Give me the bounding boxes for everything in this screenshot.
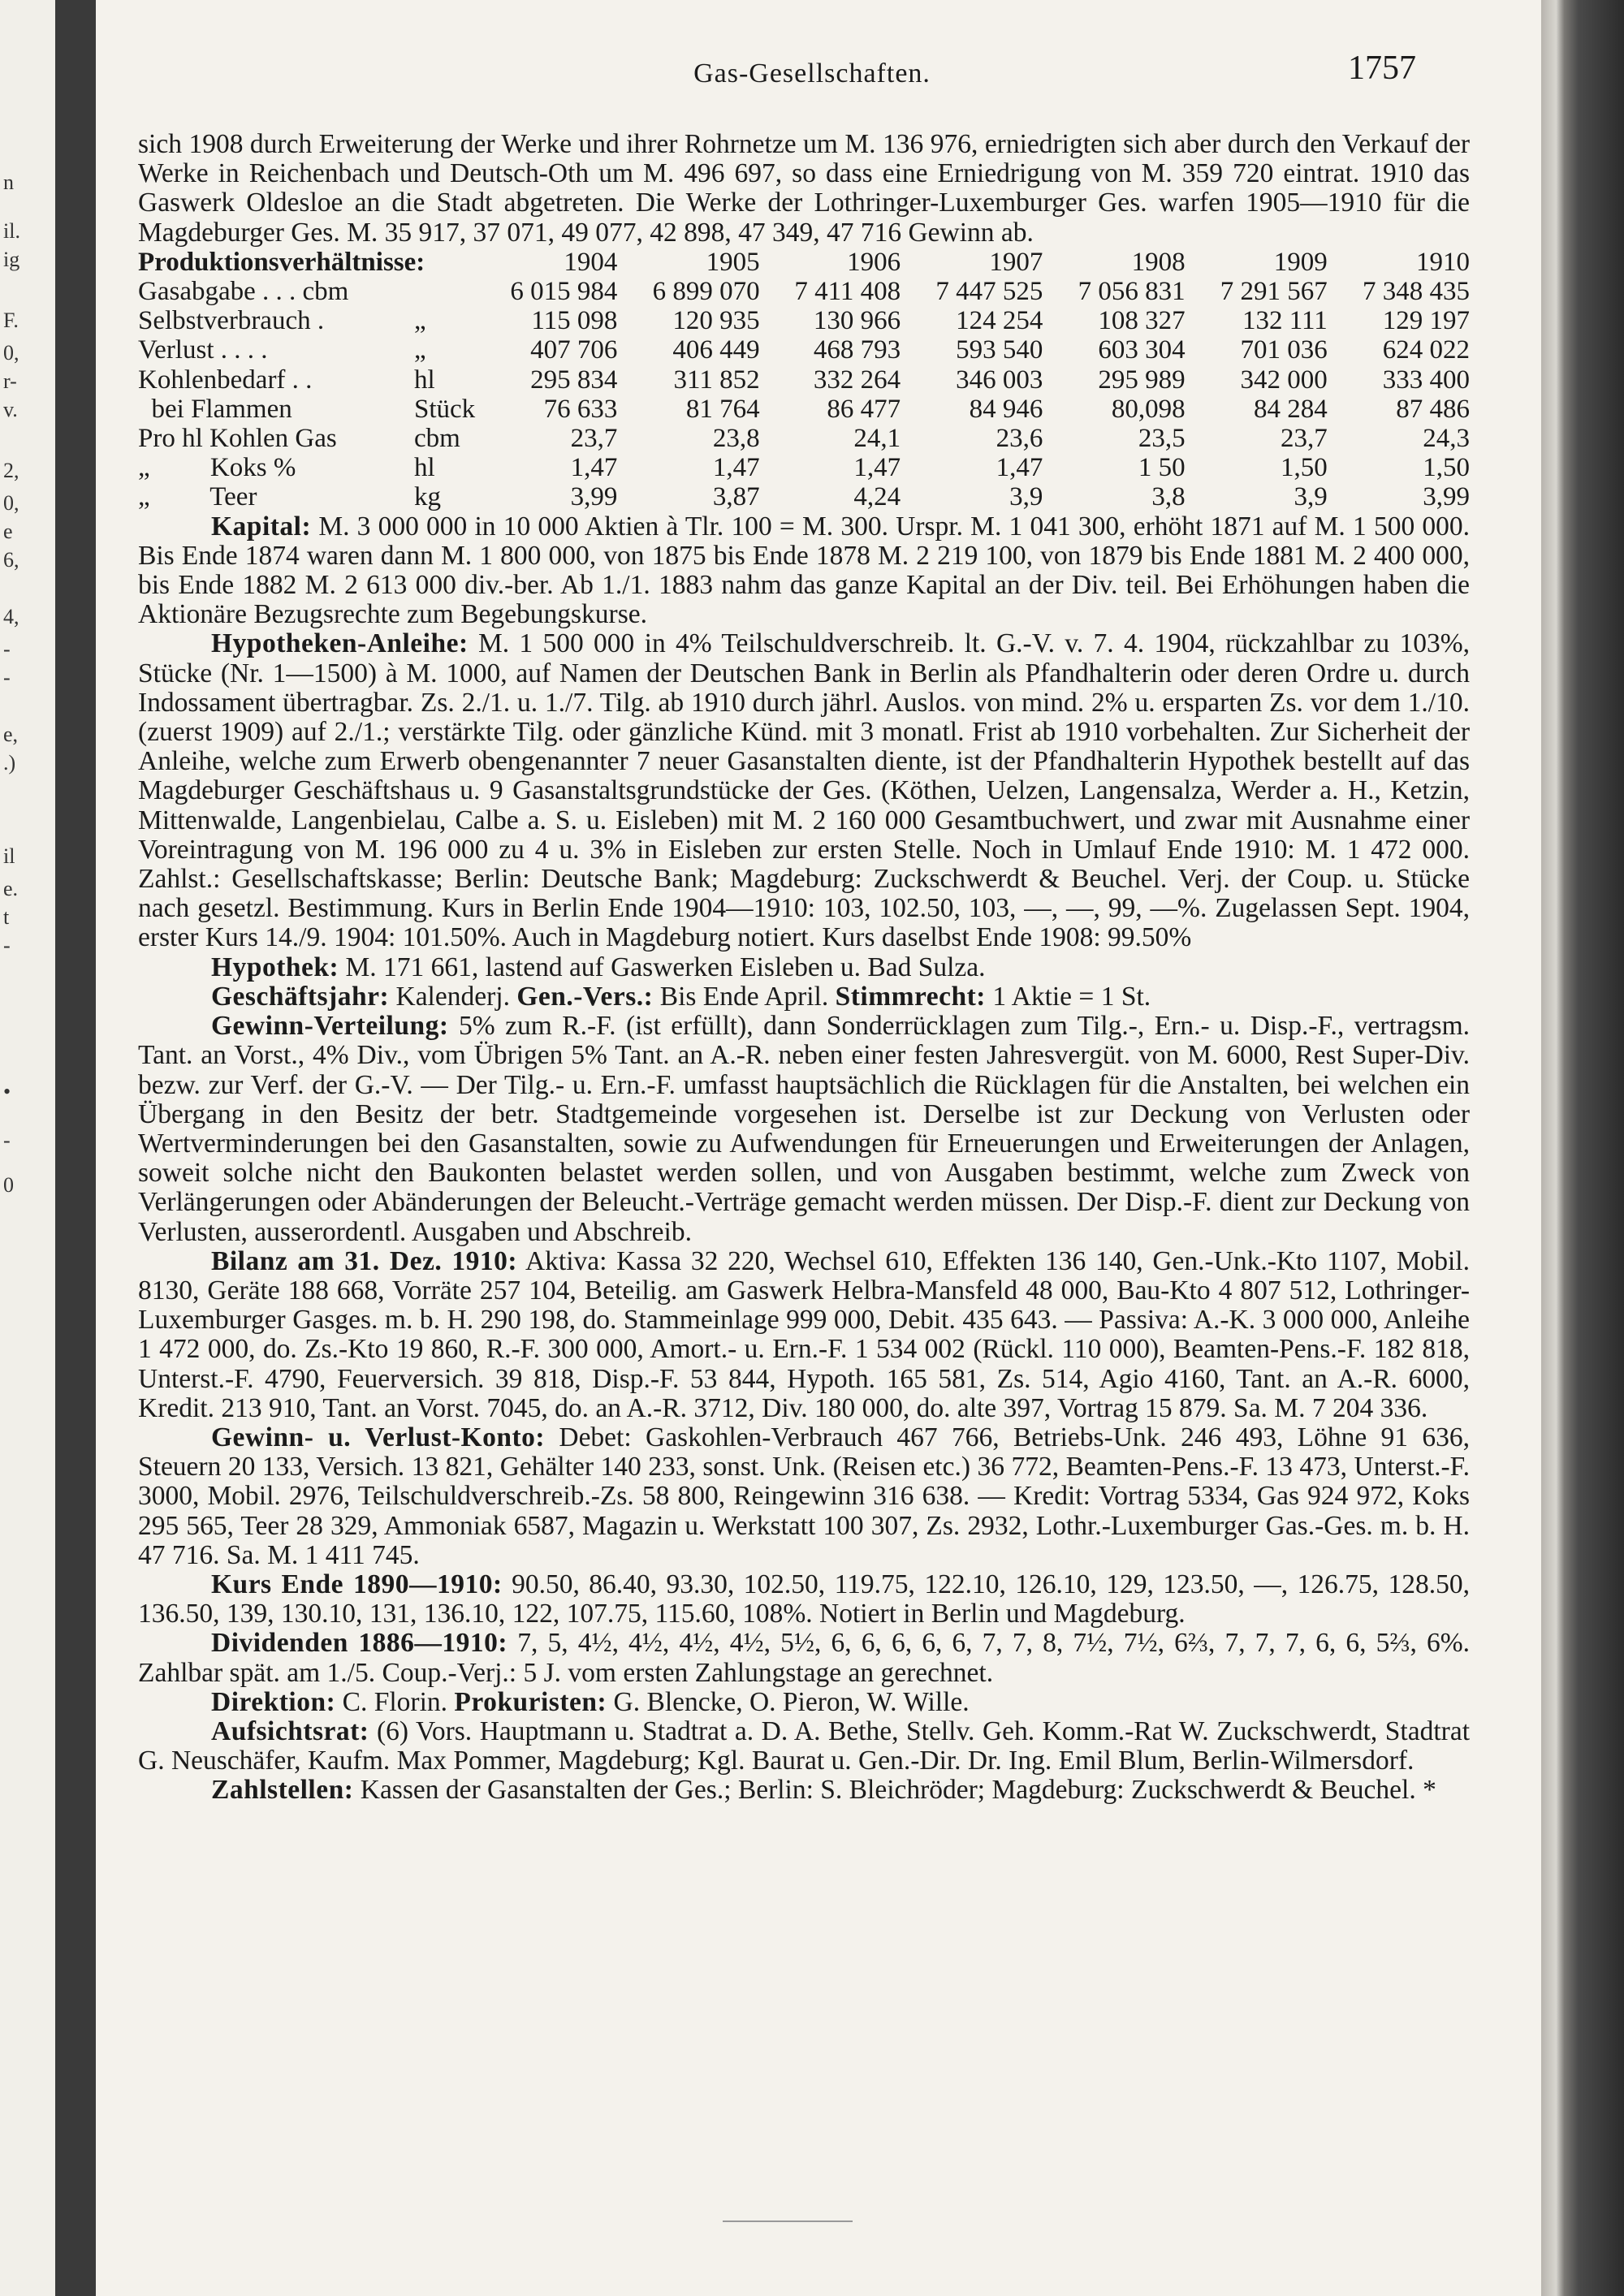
- section-text: Bis Ende April.: [659, 981, 829, 1012]
- row-value: 23,7: [1281, 424, 1328, 454]
- row-value: 124 254: [956, 306, 1043, 336]
- facing-page-fragment: r-: [3, 369, 17, 393]
- facing-page-fragment: ig: [3, 248, 20, 271]
- section-heading: Hypotheken-Anleihe:: [211, 628, 469, 659]
- year-header: 1906: [847, 247, 901, 277]
- section-heading: Bilanz am 31. Dez. 1910:: [211, 1245, 518, 1276]
- production-table: [138, 248, 1470, 512]
- production-heading: Produktionsverhältnisse:: [138, 247, 425, 277]
- facing-page-fragment: •: [3, 1080, 11, 1103]
- production-row: [138, 482, 1470, 511]
- row-label: „ Koks %: [138, 453, 296, 483]
- row-unit: Stück: [414, 394, 476, 424]
- row-value: 108 327: [1098, 306, 1186, 336]
- row-value: 23,6: [996, 424, 1043, 454]
- section-heading: Gewinn-Verteilung:: [211, 1011, 449, 1042]
- section-gewinn-verteilung: [138, 1012, 1470, 1247]
- facing-page-fragment: 6,: [3, 548, 19, 572]
- year-header: 1904: [564, 247, 618, 277]
- row-unit: „: [414, 306, 426, 336]
- production-row: [138, 306, 1470, 335]
- row-value: 407 706: [530, 335, 618, 365]
- row-value: 6 015 984: [510, 277, 618, 307]
- section-heading: Geschäftsjahr:: [211, 981, 390, 1012]
- row-value: 7 291 567: [1220, 277, 1328, 307]
- row-value: 7 348 435: [1363, 277, 1470, 307]
- section-heading: Aufsichtsrat:: [211, 1716, 369, 1746]
- year-header: 1908: [1131, 247, 1186, 277]
- section-gewinn-verlust: [138, 1423, 1470, 1570]
- row-value: 1,50: [1281, 453, 1328, 483]
- row-value: 295 834: [530, 365, 618, 395]
- row-value: 115 098: [531, 306, 618, 336]
- row-value: 332 264: [813, 365, 901, 395]
- production-row: [138, 453, 1470, 482]
- row-value: 7 411 408: [794, 277, 901, 307]
- page-content: [138, 130, 1470, 1806]
- production-row: [138, 395, 1470, 424]
- section-aufsichtsrat: [138, 1717, 1470, 1776]
- row-value: 3,8: [1151, 482, 1186, 512]
- facing-page-fragment: 0,: [3, 491, 19, 515]
- section-heading: Prokuristen:: [454, 1686, 607, 1717]
- section-heading: Gewinn- u. Verlust-Konto:: [211, 1422, 546, 1452]
- row-value: 3,87: [712, 482, 760, 512]
- row-value: 84 946: [969, 394, 1043, 424]
- row-value: 132 111: [1242, 306, 1328, 336]
- section-geschaeftsjahr: [138, 982, 1470, 1012]
- row-value: 7 056 831: [1078, 277, 1186, 307]
- row-value: 406 449: [672, 335, 760, 365]
- row-value: 86 477: [827, 394, 901, 424]
- section-heading: Zahlstellen:: [211, 1775, 354, 1806]
- book-gutter: [55, 0, 96, 2296]
- section-text: M. 1 500 000 in 4% Teilschuldverschreib. lt. G.-V. v. 7. 4. 1904, rückzahlbar zu 103%, Stücke (Nr. 1—1500) à M. 1000, auf Namen der Deutschen Bank in Berlin als Pfandhalterin oder deren Ordre u. durch Indossament übertragbar. Zs. 2./1. u. 1./7. Tilg. ab 1910 durch jährl. Auslos. von mind. 2% u. ersparten Zs. vor dem 1./10. (zuerst 1909) auf 2./1.; verstärkte Tilg. oder gänzliche Künd. mit 3 monatl. Frist ab 1910 vorbehalten. Zur Sicherheit der Anleihe, welche zum Erwerb obengenannter 7 neuer Gasanstalten diente, ist der Pfandhalterin Hypothek bestellt auf das Magdeburger Geschäftshaus u. 9 Gasanstaltsgrundstücke der Ges. (Köthen, Uelzen, Langensalza, Werder a. H., Ketzin, Mittenwalde, Langenbielau, Calbe a. S. u. Eisleben) mit M. 2 160 000 Gesamtbuchwert, und zwar mit Ausnahme einer Voreintragung von M. 196 000 zu 4 u. 3% in Eisleben zur ersten Stelle. Noch in Umlauf Ende 1910: M. 1 472 000. Zahlst.: Gesellschaftskasse; Berlin: Deutsche Bank; Magdeburg: Zuckschwerdt & Beuchel. Verj. der Coup. u. Stücke nach gesetzl. Bestimmung. Kurs in Berlin Ende 1904—1910: 103, 102.50, 103, —, —, 99, —%. Zugelassen Sept. 1904, erster Kurs 14./9. 1904: 101.50%. Auch in Magdeburg notiert. Kurs daselbst Ende 1908: 99.50%: [138, 628, 1471, 953]
- row-label: Gasabgabe . . . cbm: [138, 277, 349, 307]
- facing-page-fragment: n: [3, 170, 14, 194]
- row-unit: hl: [414, 365, 435, 395]
- row-value: 3,99: [1423, 482, 1470, 512]
- year-header: 1905: [706, 247, 760, 277]
- section-text: M. 3 000 000 in 10 000 Aktien à Tlr. 100 = M. 300. Urspr. M. 1 041 300, erhöht 1871 auf M. 1 500 000. Bis Ende 1874 waren dann M. 1 800 000, von 1875 bis Ende 1878 M. 2 219 100, von 1879 bis Ende 1881 M. 2 400 000, bis Ende 1882 M. 2 613 000 div.-ber. Ab 1./1. 1883 nahm das ganze Kapital an der Div. teil. Bei Erhöhungen haben die Aktionäre Bezugsrechte zum Begebungskurse.: [138, 511, 1471, 630]
- section-text: 7, 5, 4½, 4½, 4½, 4½, 5½, 6, 6, 6, 6, 6, 7, 7, 8, 7½, 7½, 6⅔, 7, 7, 7, 6, 6, 5⅔, 6%. Zahlbar spät. am 1./5. Coup.-Verj.: 5 J. vom ersten Zahlungstage an gerechnet.: [138, 1628, 1471, 1688]
- row-value: 1,47: [570, 453, 618, 483]
- section-zahlstellen: [138, 1776, 1470, 1805]
- facing-page-fragment: 4,: [3, 605, 19, 628]
- row-value: 1 50: [1138, 453, 1186, 483]
- facing-page-fragment: t: [3, 905, 10, 929]
- production-row: [138, 424, 1470, 453]
- row-unit: hl: [414, 453, 435, 483]
- row-unit: cbm: [414, 424, 460, 454]
- facing-page-fragment: -: [3, 1129, 11, 1152]
- row-value: 593 540: [956, 335, 1043, 365]
- row-value: 311 852: [673, 365, 760, 395]
- facing-page-fragment: 0,: [3, 341, 19, 365]
- row-value: 1,47: [996, 453, 1043, 483]
- row-value: 4,24: [853, 482, 901, 512]
- row-value: 1,47: [853, 453, 901, 483]
- facing-page-fragment: -: [3, 666, 11, 689]
- section-kapital: [138, 512, 1470, 630]
- facing-page-fragment: -: [3, 934, 11, 957]
- row-label: „ Teer: [138, 482, 257, 512]
- row-value: 295 989: [1098, 365, 1186, 395]
- intro-paragraph: sich 1908 durch Erweiterung der Werke und ihrer Rohrnetze um M. 136 976, erniedrigten sich aber durch den Verkauf der Werke in Reichenbach und Deutsch-Oth um M. 496 697, so dass eine Erniedrigung von M. 359 720 eintrat. 1910 das Gaswerk Oldesloe an die Stadt abgetreten. Die Werke der Lothringer-Luxemburger Ges. warfen 1905—1910 für die Magdeburger Ges. M. 35 917, 37 071, 49 077, 42 898, 47 349, 47 716 Gewinn ab.: [138, 129, 1470, 248]
- row-label: Selbstverbrauch .: [138, 306, 325, 336]
- row-value: 87 486: [1396, 394, 1470, 424]
- row-value: 333 400: [1382, 365, 1470, 395]
- facing-page-fragment: e: [3, 520, 13, 543]
- section-heading: Kapital:: [211, 511, 312, 542]
- row-value: 23,5: [1138, 424, 1186, 454]
- section-text: 90.50, 86.40, 93.30, 102.50, 119.75, 122.10, 126.10, 129, 123.50, —, 126.75, 128.50, 136.50, 139, 130.10, 131, 136.10, 122, 107.75, 115.60, 108%. Notiert in Berlin und Magdeburg.: [138, 1569, 1470, 1629]
- row-label: bei Flammen: [138, 394, 292, 424]
- section-heading: Gen.-Vers.:: [516, 981, 654, 1012]
- section-text: Kalenderj.: [395, 981, 510, 1012]
- row-value: 1,47: [712, 453, 760, 483]
- section-text: M. 171 661, lastend auf Gaswerken Eisleben u. Bad Sulza.: [345, 952, 986, 982]
- row-value: 342 000: [1240, 365, 1328, 395]
- row-value: 23,8: [712, 424, 760, 454]
- section-text: Kassen der Gasanstalten der Ges.; Berlin: S. Bleichröder; Magdeburg: Zuckschwerdt & Beuchel. *: [360, 1775, 1436, 1806]
- row-value: 3,9: [1009, 482, 1043, 512]
- scan-right-edge: [1541, 0, 1624, 2296]
- row-value: 120 935: [672, 306, 760, 336]
- row-value: 84 284: [1254, 394, 1328, 424]
- section-text: Aktiva: Kassa 32 220, Wechsel 610, Effekten 136 140, Gen.-Unk.-Kto 1107, Mobil. 8130, Geräte 188 668, Vorräte 257 104, Beteilig. am Gaswerk Helbra-Mansfeld 48 000, Bau-Kto 4 807 512, Lothringer-Luxemburger Gasges. m. b. H. 290 198, do. Stammeinlage 999 000, Debit. 435 643. — Passiva: A.-K. 3 000 000, Anleihe 1 472 000, do. Zs.-Kto 19 860, R.-F. 300 000, Amort.- u. Ern.-F. 1 534 002 (Rückl. 110 000), Beamten-Pens.-F. 182 818, Unterst.-F. 4790, Feuerversich. 39 818, Disp.-F. 53 844, Hypoth. 165 581, Zs. 514, Agio 4160, Tant. an A.-R. 6000, Kredit. 213 910, Tant. an Vorst. 7045, do. an A.-R. 3712, Div. 180 000, do. alte 397, Vortrag 15 879. Sa. M. 7 204 336.: [138, 1245, 1470, 1423]
- section-hypotheken-anleihe: [138, 629, 1470, 952]
- facing-page-fragment: v.: [3, 398, 18, 421]
- row-value: 80,098: [1111, 394, 1186, 424]
- row-value: 3,99: [570, 482, 618, 512]
- row-value: 23,7: [570, 424, 618, 454]
- row-value: 1,50: [1423, 453, 1470, 483]
- section-text: C. Florin.: [342, 1686, 448, 1717]
- production-row: [138, 277, 1470, 306]
- production-row: [138, 365, 1470, 395]
- row-unit: kg: [414, 482, 441, 512]
- section-direktion: [138, 1688, 1470, 1717]
- sections: [138, 512, 1470, 1806]
- running-head: Gas-Gesellschaften.: [693, 58, 931, 88]
- facing-page-fragment: il: [3, 844, 15, 868]
- row-label: Kohlenbedarf . .: [138, 365, 313, 395]
- facing-page-fragment: il.: [3, 219, 20, 243]
- production-row: [138, 335, 1470, 365]
- row-value: 701 036: [1240, 335, 1328, 365]
- facing-page-fragment: .): [3, 751, 16, 775]
- facing-page-fragment: e.: [3, 877, 19, 900]
- year-header: 1909: [1273, 247, 1328, 277]
- row-value: 24,3: [1423, 424, 1470, 454]
- section-text: G. Blencke, O. Pieron, W. Wille.: [613, 1686, 970, 1717]
- row-value: 3,9: [1294, 482, 1328, 512]
- page-number: 1757: [1348, 50, 1416, 87]
- row-value: 468 793: [813, 335, 901, 365]
- row-value: 7 447 525: [935, 277, 1043, 307]
- section-heading: Hypothek:: [211, 952, 339, 982]
- section-heading: Dividenden 1886—1910:: [211, 1628, 508, 1659]
- row-value: 6 899 070: [652, 277, 760, 307]
- section-heading: Direktion:: [211, 1686, 336, 1717]
- section-heading: Stimmrecht:: [835, 981, 986, 1012]
- row-value: 130 966: [813, 306, 901, 336]
- facing-page-fragment: -: [3, 637, 11, 661]
- section-text: (6) Vors. Hauptmann u. Stadtrat a. D. A. Bethe, Stellv. Geh. Komm.-Rat W. Zuckschwerdt, Stadtrat G. Neuschäfer, Kaufm. Max Pommer, Magdeburg; Kgl. Baurat u. Gen.-Dir. Dr. Ing. Emil Blum, Berlin-Wilmersdorf.: [138, 1716, 1471, 1776]
- row-value: 24,1: [853, 424, 901, 454]
- section-text: 1 Aktie = 1 St.: [992, 981, 1151, 1012]
- row-label: Pro hl Kohlen Gas: [138, 424, 337, 454]
- row-unit: [414, 277, 475, 306]
- facing-page-fragment: F.: [3, 309, 19, 332]
- row-value: 624 022: [1382, 335, 1470, 365]
- section-text: Debet: Gaskohlen-Verbrauch 467 766, Betriebs-Unk. 246 493, Löhne 91 636, Steuern 20 133, Versich. 13 821, Gehälter 140 233, sonst. Unk. (Reisen etc.) 36 772, Beamten-Pens.-F. 13 473, Unterst.-F. 3000, Mobil. 2976, Teilschuldverschreib.-Zs. 58 800, Reingewinn 316 638. — Kredit: Vortrag 5334, Gas 924 972, Koks 295 565, Teer 28 329, Ammoniak 6587, Magazin u. Werkstatt 100 307, Zs. 2932, Lothr.-Luxemburger Gas.-Ges. m. b. H. 47 716. Sa. M. 1 411 745.: [138, 1422, 1470, 1570]
- year-header: 1907: [989, 247, 1043, 277]
- section-heading: Kurs Ende 1890—1910:: [211, 1569, 503, 1599]
- section-dividenden: [138, 1629, 1470, 1687]
- section-kurs: [138, 1570, 1470, 1629]
- row-unit: „: [414, 335, 426, 365]
- year-header: 1910: [1416, 247, 1470, 277]
- facing-page-fragment: e,: [3, 723, 19, 746]
- facing-page-fragment: 0: [3, 1173, 14, 1197]
- footer-rule: [723, 2220, 853, 2222]
- section-bilanz: [138, 1247, 1470, 1423]
- facing-page-fragment: 2,: [3, 459, 19, 482]
- row-value: 76 633: [543, 394, 618, 424]
- row-value: 129 197: [1382, 306, 1470, 336]
- row-label: Verlust . . . .: [138, 335, 268, 365]
- section-text: 5% zum R.-F. (ist erfüllt), dann Sonderrücklagen zum Tilg.-, Ern.- u. Disp.-F., vertragsm. Tant. an Vorst., 4% Div., vom Übrigen 5% Tant. an A.-R. neben einer festen Jahresvergüt. von M. 6000, Rest Super-Div. bezw. zur Verf. der G.-V. — Der Tilg.- u. Ern.-F. umfasst hauptsächlich die Rücklagen für die Anstalten, bei welchen ein Übergang in den Besitz der betr. Stadtgemeinde vorgesehen ist. Derselbe ist zur Deckung von Verlusten oder Wertverminderungen bei den Gasanstalten, sowie zu Aufwendungen für Erneuerungen und Erweiterungen der Anlagen, soweit solche nicht den Baukonten belastet werden sollen, und von Ausgaben bestimmt, welche zum Zweck von Verlängerungen oder Abänderungen der Beleucht.-Verträge gemacht werden müssen. Der Disp.-F. dient zur Deckung von Verlusten, ausserordentl. Ausgaben und Abschreib.: [138, 1011, 1471, 1247]
- row-value: 81 764: [685, 394, 760, 424]
- production-header-row: [138, 248, 1470, 277]
- row-value: 603 304: [1098, 335, 1186, 365]
- row-value: 346 003: [956, 365, 1043, 395]
- section-hypothek: [138, 953, 1470, 982]
